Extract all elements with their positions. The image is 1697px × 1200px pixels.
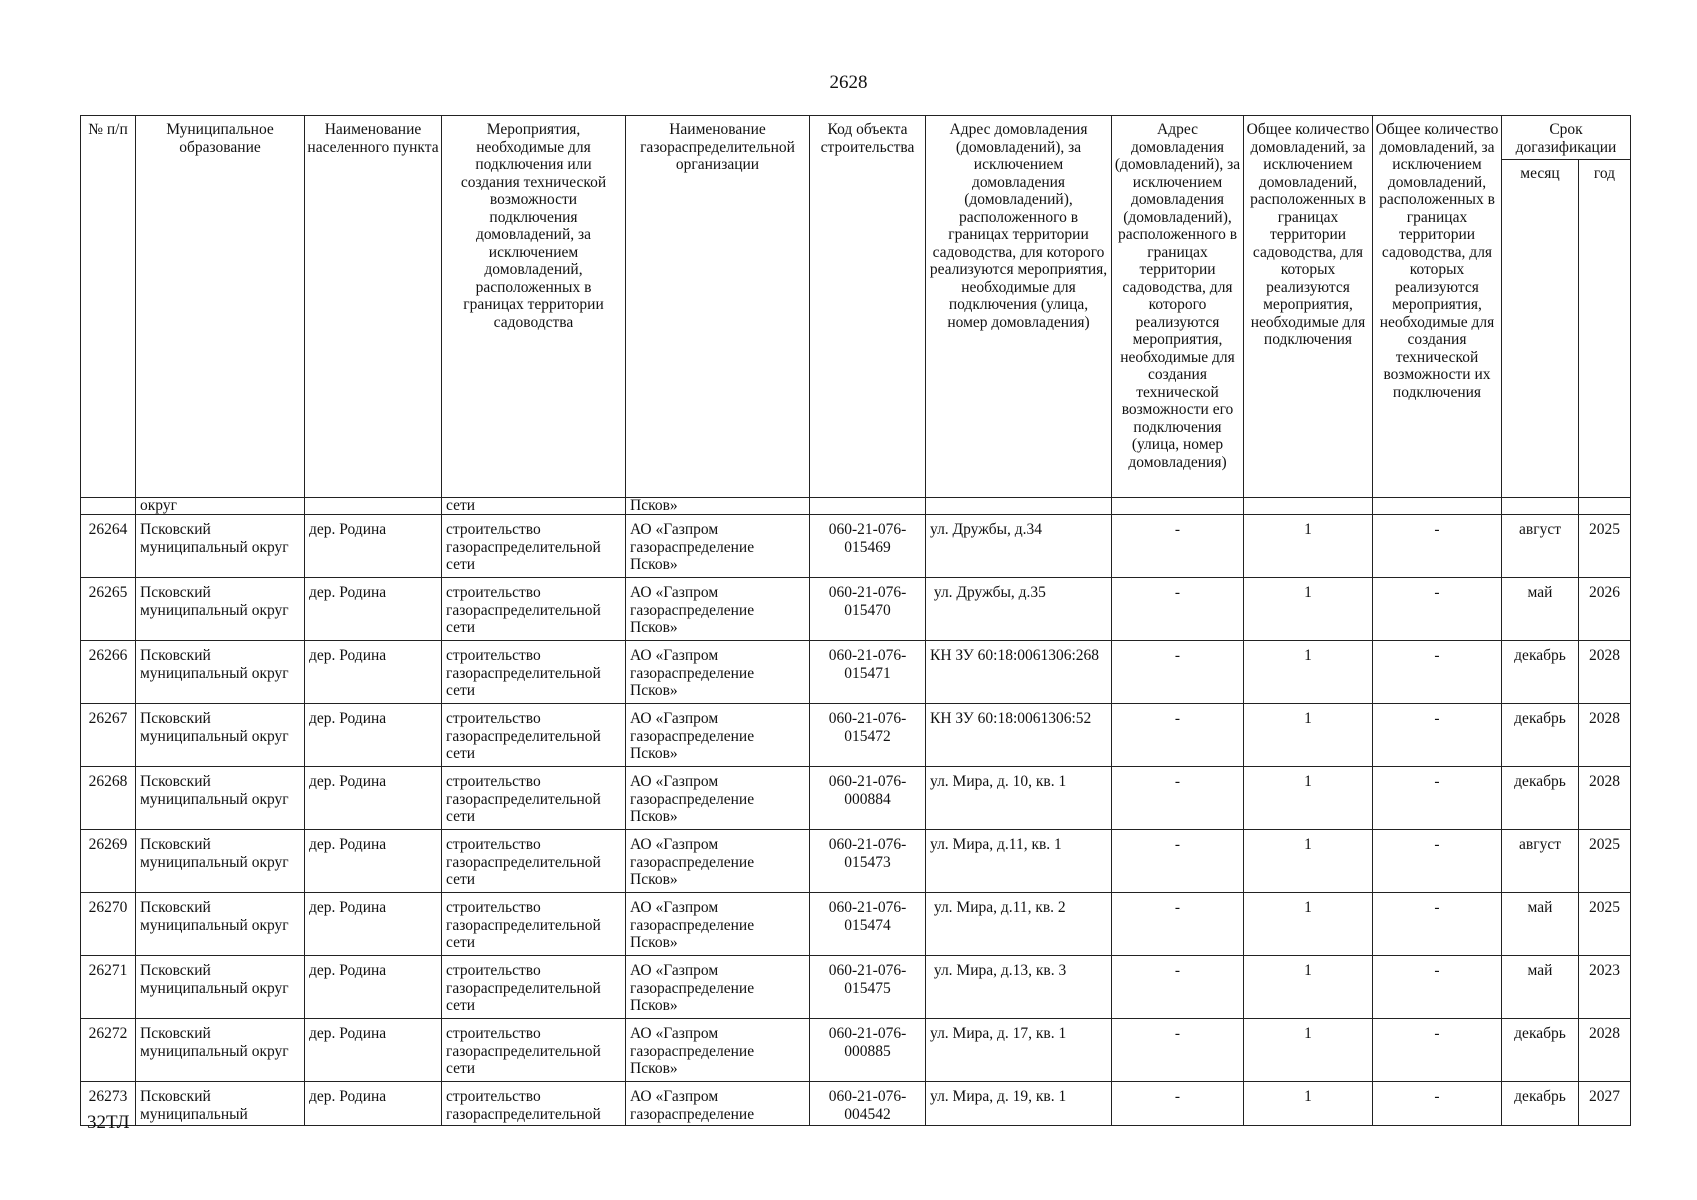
cell-address-garden: - bbox=[1112, 578, 1244, 641]
cell-address: ул. Мира, д. 17, кв. 1 bbox=[926, 1019, 1112, 1082]
cell-address-garden: - bbox=[1112, 515, 1244, 578]
cell-locality: дер. Родина bbox=[305, 515, 442, 578]
cell-year: 2028 bbox=[1579, 641, 1631, 704]
cell-total-connect: 1 bbox=[1244, 956, 1373, 1019]
cell-object-code: 060-21-076-015470 bbox=[810, 578, 926, 641]
cell-address: КН ЗУ 60:18:0061306:268 bbox=[926, 641, 1112, 704]
cell-total-tech: - bbox=[1373, 956, 1502, 1019]
cell-month: август bbox=[1502, 515, 1579, 578]
cell-year: 2025 bbox=[1579, 893, 1631, 956]
cell-total-tech: - bbox=[1373, 578, 1502, 641]
cell-year: 2028 bbox=[1579, 704, 1631, 767]
cell-address: ул. Дружбы, д.34 bbox=[926, 515, 1112, 578]
cell-num: 26264 bbox=[81, 515, 136, 578]
cell-address: ул. Мира, д.13, кв. 3 bbox=[926, 956, 1112, 1019]
table-row bbox=[81, 704, 1631, 767]
cell-municipality: Псковский муниципальный округ bbox=[136, 1019, 305, 1082]
cell-municipality: Псковский муниципальный округ bbox=[136, 956, 305, 1019]
header-measures: Мероприятия, необходимые для подключения или создания технической возможности подключения домовладений, за исключением домовладений, расположенных в границах территории садоводства bbox=[442, 116, 626, 498]
cell-month: август bbox=[1502, 830, 1579, 893]
header-municipality: Муниципальное образование bbox=[136, 116, 305, 498]
cell-municipality: Псковский муниципальный bbox=[136, 1082, 305, 1126]
cell-year: 2025 bbox=[1579, 830, 1631, 893]
cell-measures: строительство газораспределительной сети bbox=[442, 893, 626, 956]
cell-num: 26269 bbox=[81, 830, 136, 893]
cell-year: 2028 bbox=[1579, 767, 1631, 830]
table-row bbox=[81, 1019, 1631, 1082]
cell-total-tech: - bbox=[1373, 1019, 1502, 1082]
cont-gas-org: Псков» bbox=[626, 498, 810, 515]
page-number: 2628 bbox=[829, 72, 868, 93]
header-total-connect: Общее количество домовладений, за исключением домовладений, расположенных в границах территории садоводства, для которых реализуются мероприятия, необходимые для подключения bbox=[1244, 116, 1373, 498]
table-header bbox=[81, 116, 1631, 498]
cell-month: декабрь bbox=[1502, 767, 1579, 830]
cell-num: 26270 bbox=[81, 893, 136, 956]
cell-address-garden: - bbox=[1112, 1019, 1244, 1082]
cell-object-code: 060-21-076-000884 bbox=[810, 767, 926, 830]
cell-locality: дер. Родина bbox=[305, 893, 442, 956]
cell-month: декабрь bbox=[1502, 1082, 1579, 1126]
cell-measures: строительство газораспределительной сети bbox=[442, 767, 626, 830]
cell-object-code: 060-21-076-015472 bbox=[810, 704, 926, 767]
cell-total-connect: 1 bbox=[1244, 1019, 1373, 1082]
cell-num: 26265 bbox=[81, 578, 136, 641]
cell-measures: строительство газораспределительной сети bbox=[442, 578, 626, 641]
cell-address: ул. Мира, д.11, кв. 2 bbox=[926, 893, 1112, 956]
cell-locality: дер. Родина bbox=[305, 830, 442, 893]
cell-measures: строительство газораспределительной сети bbox=[442, 956, 626, 1019]
cell-total-connect: 1 bbox=[1244, 515, 1373, 578]
cell-address-garden: - bbox=[1112, 893, 1244, 956]
cell-month: май bbox=[1502, 578, 1579, 641]
cell-gas-org: АО «Газпром газораспределение bbox=[626, 1082, 810, 1126]
cont-municipality: округ bbox=[136, 498, 305, 515]
cell-object-code: 060-21-076-015469 bbox=[810, 515, 926, 578]
table-row bbox=[81, 830, 1631, 893]
cell-address: ул. Мира, д. 10, кв. 1 bbox=[926, 767, 1112, 830]
cell-year: 2023 bbox=[1579, 956, 1631, 1019]
cell-total-connect: 1 bbox=[1244, 704, 1373, 767]
cell-locality: дер. Родина bbox=[305, 956, 442, 1019]
table-row bbox=[81, 578, 1631, 641]
table-body bbox=[81, 498, 1631, 1126]
continuation-row bbox=[81, 498, 1631, 515]
table-row bbox=[81, 641, 1631, 704]
table-row bbox=[81, 893, 1631, 956]
table-row bbox=[81, 515, 1631, 578]
cell-gas-org: АО «Газпром газораспределение Псков» bbox=[626, 515, 810, 578]
cell-total-connect: 1 bbox=[1244, 767, 1373, 830]
cell-total-tech: - bbox=[1373, 641, 1502, 704]
cell-address: ул. Дружбы, д.35 bbox=[926, 578, 1112, 641]
header-deadline: Срок догазификации bbox=[1502, 116, 1631, 160]
cell-total-connect: 1 bbox=[1244, 641, 1373, 704]
cell-year: 2026 bbox=[1579, 578, 1631, 641]
cell-municipality: Псковский муниципальный округ bbox=[136, 830, 305, 893]
cell-locality: дер. Родина bbox=[305, 767, 442, 830]
header-gas-org: Наименование газораспределительной организации bbox=[626, 116, 810, 498]
cell-locality: дер. Родина bbox=[305, 578, 442, 641]
cell-address-garden: - bbox=[1112, 704, 1244, 767]
cell-num: 26272 bbox=[81, 1019, 136, 1082]
cell-gas-org: АО «Газпром газораспределение Псков» bbox=[626, 956, 810, 1019]
cell-num: 26267 bbox=[81, 704, 136, 767]
cell-num: 26273 bbox=[81, 1082, 136, 1126]
cell-year: 2027 bbox=[1579, 1082, 1631, 1126]
cell-total-tech: - bbox=[1373, 830, 1502, 893]
cell-address: ул. Мира, д.11, кв. 1 bbox=[926, 830, 1112, 893]
header-total-tech: Общее количество домовладений, за исключением домовладений, расположенных в границах территории садоводства, для которых реализуются мероприятия, необходимые для создания технической возможности их подключения bbox=[1373, 116, 1502, 498]
cell-month: декабрь bbox=[1502, 641, 1579, 704]
cell-object-code: 060-21-076-004542 bbox=[810, 1082, 926, 1126]
cell-total-tech: - bbox=[1373, 704, 1502, 767]
cell-measures: строительство газораспределительной сети bbox=[442, 704, 626, 767]
cell-gas-org: АО «Газпром газораспределение Псков» bbox=[626, 830, 810, 893]
cell-gas-org: АО «Газпром газораспределение Псков» bbox=[626, 578, 810, 641]
cell-municipality: Псковский муниципальный округ bbox=[136, 893, 305, 956]
cell-address-garden: - bbox=[1112, 767, 1244, 830]
cell-object-code: 060-21-076-015475 bbox=[810, 956, 926, 1019]
cell-month: декабрь bbox=[1502, 1019, 1579, 1082]
cell-object-code: 060-21-076-000885 bbox=[810, 1019, 926, 1082]
cell-locality: дер. Родина bbox=[305, 1019, 442, 1082]
cell-object-code: 060-21-076-015471 bbox=[810, 641, 926, 704]
cell-total-tech: - bbox=[1373, 893, 1502, 956]
cell-gas-org: АО «Газпром газораспределение Псков» bbox=[626, 641, 810, 704]
cell-total-tech: - bbox=[1373, 1082, 1502, 1126]
footer-mark: 32ТЛ bbox=[87, 1112, 130, 1133]
cell-municipality: Псковский муниципальный округ bbox=[136, 767, 305, 830]
header-locality: Наименование населенного пункта bbox=[305, 116, 442, 498]
cell-gas-org: АО «Газпром газораспределение Псков» bbox=[626, 1019, 810, 1082]
header-num: № п/п bbox=[81, 116, 136, 498]
cell-total-connect: 1 bbox=[1244, 578, 1373, 641]
header-year: год bbox=[1579, 160, 1631, 498]
header-address-excl: Адрес домовладения (домовладений), за исключением домовладения (домовладений), расположенного в границах территории садоводства, для которого реализуются мероприятия, необходимые для подключения (улица, номер домовладения) bbox=[926, 116, 1112, 498]
cell-measures: строительство газораспределительной сети bbox=[442, 515, 626, 578]
cell-year: 2025 bbox=[1579, 515, 1631, 578]
cell-address-garden: - bbox=[1112, 641, 1244, 704]
table-row bbox=[81, 767, 1631, 830]
header-object-code: Код объекта строительства bbox=[810, 116, 926, 498]
cell-gas-org: АО «Газпром газораспределение Псков» bbox=[626, 767, 810, 830]
cell-month: декабрь bbox=[1502, 704, 1579, 767]
cell-address-garden: - bbox=[1112, 830, 1244, 893]
cell-locality: дер. Родина bbox=[305, 704, 442, 767]
header-month: месяц bbox=[1502, 160, 1579, 498]
cell-num: 26271 bbox=[81, 956, 136, 1019]
cell-measures: строительство газораспределительной сети bbox=[442, 641, 626, 704]
cell-total-tech: - bbox=[1373, 515, 1502, 578]
cell-num: 26266 bbox=[81, 641, 136, 704]
cell-municipality: Псковский муниципальный округ bbox=[136, 578, 305, 641]
cell-locality: дер. Родина bbox=[305, 1082, 442, 1126]
cell-num: 26268 bbox=[81, 767, 136, 830]
gasification-table bbox=[80, 115, 1631, 1126]
cell-address: КН ЗУ 60:18:0061306:52 bbox=[926, 704, 1112, 767]
cell-measures: строительство газораспределительной сети bbox=[442, 830, 626, 893]
cell-month: май bbox=[1502, 956, 1579, 1019]
cell-municipality: Псковский муниципальный округ bbox=[136, 641, 305, 704]
cell-object-code: 060-21-076-015473 bbox=[810, 830, 926, 893]
cell-total-connect: 1 bbox=[1244, 830, 1373, 893]
table-row bbox=[81, 1082, 1631, 1126]
cell-total-tech: - bbox=[1373, 767, 1502, 830]
cell-year: 2028 bbox=[1579, 1019, 1631, 1082]
cell-gas-org: АО «Газпром газораспределение Псков» bbox=[626, 704, 810, 767]
cell-total-connect: 1 bbox=[1244, 1082, 1373, 1126]
cell-month: май bbox=[1502, 893, 1579, 956]
cell-address: ул. Мира, д. 19, кв. 1 bbox=[926, 1082, 1112, 1126]
cell-measures: строительство газораспределительной bbox=[442, 1082, 626, 1126]
cell-locality: дер. Родина bbox=[305, 641, 442, 704]
cell-object-code: 060-21-076-015474 bbox=[810, 893, 926, 956]
cell-municipality: Псковский муниципальный округ bbox=[136, 704, 305, 767]
cell-measures: строительство газораспределительной сети bbox=[442, 1019, 626, 1082]
table-row bbox=[81, 956, 1631, 1019]
cell-address-garden: - bbox=[1112, 1082, 1244, 1126]
header-address-garden: Адрес домовладения (домовладений), за исключением домовладения (домовладений), расположенного в границах территории садоводства, для которого реализуются мероприятия, необходимые для создания технической возможности его подключения (улица, номер домовладения) bbox=[1112, 116, 1244, 498]
cell-gas-org: АО «Газпром газораспределение Псков» bbox=[626, 893, 810, 956]
cell-municipality: Псковский муниципальный округ bbox=[136, 515, 305, 578]
cell-address-garden: - bbox=[1112, 956, 1244, 1019]
cont-measures: сети bbox=[442, 498, 626, 515]
cell-total-connect: 1 bbox=[1244, 893, 1373, 956]
